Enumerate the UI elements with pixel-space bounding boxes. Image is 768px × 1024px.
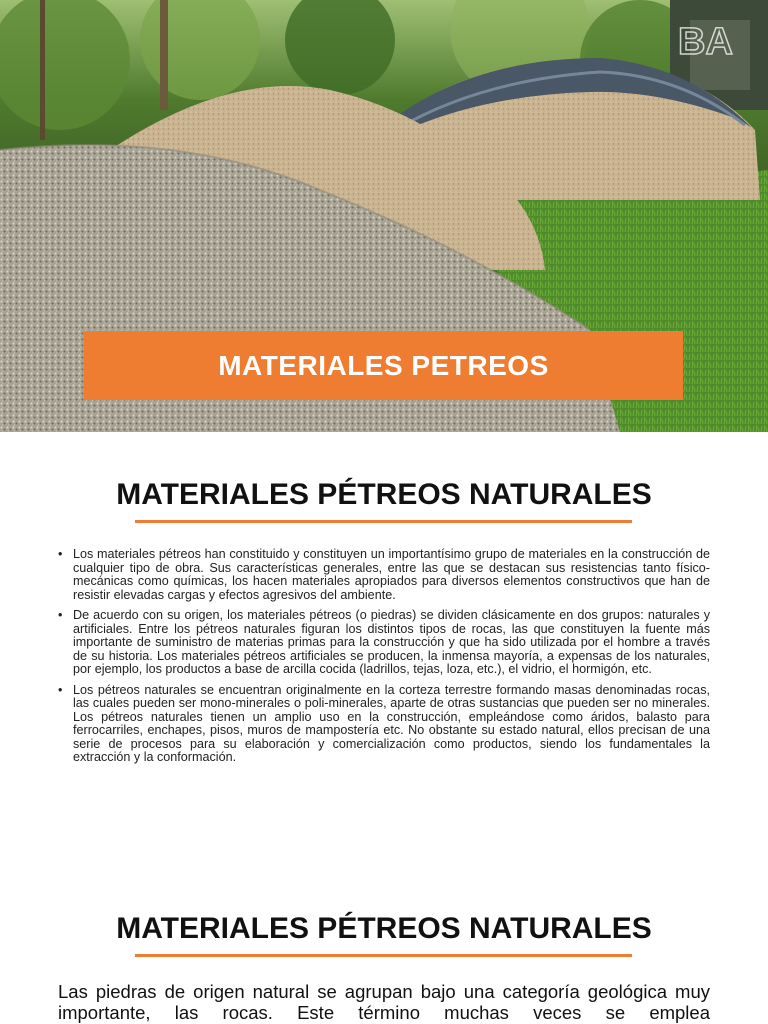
bullet-item: • Los pétreos naturales se encuentran originalmente en la corteza terrestre formando masas denominadas rocas, las cuales pueden ser mono-minerales o poli-minerales, aparte de otras sustancias que pueden ser no minerales. Los pétreos naturales tienen un amplio uso en la construcción, empleándose como áridos, balasto para ferrocarriles, enchapes, pisos, muros de mampostería etc. No obstante su estado natural, ellos precisan de una serie de procesos para su elaboración y comercialización como productos, siendo los fundamentales la extracción y la conformación. bbox=[58, 684, 710, 765]
title-banner bbox=[84, 331, 683, 400]
bullet-item: • Los materiales pétreos han constituido y constituyen un importantísimo grupo de materiales en la construcción de cualquier tipo de obra. Sus características generales, entre las que se destacan sus resistencias tanto físico-mecánicas como químicas, los hacen materiales apropiados para diversos elementos constructivos que han de resistir elevadas cargas y efectos agresivos del ambiente. bbox=[58, 548, 710, 602]
slide-heading: MATERIALES PÉTREOS NATURALES bbox=[116, 912, 652, 945]
body-paragraph: Las piedras de origen natural se agrupan bajo una categoría geológica muy importante, las rocas. Este término muchas veces se emplea bbox=[58, 981, 710, 1023]
text-slide-partial bbox=[0, 864, 768, 1024]
heading-underline bbox=[135, 520, 632, 523]
svg-text:BA: BA bbox=[678, 21, 733, 63]
bullet-list bbox=[58, 548, 710, 772]
heading-underline bbox=[135, 954, 632, 957]
text-slide bbox=[0, 432, 768, 864]
slide-heading: MATERIALES PÉTREOS NATURALES bbox=[116, 478, 652, 511]
bullet-item: • De acuerdo con su origen, los materiales pétreos (o piedras) se dividen clásicamente en dos grupos: naturales y artificiales. Entre los pétreos naturales figuran los distintos tipos de rocas, las que constituyen la fuente más importante de suministro de materias primas para la construcción y que ha sido utilizada por el hombre a través de su historia. Los materiales pétreos artificiales se producen, la inmensa mayoría, a expensas de los naturales, por ejemplo, los productos a base de arcilla cocida (ladrillos, tejas, loza, etc.), el vidrio, el hormigón, etc. bbox=[58, 609, 710, 677]
slide-title: MATERIALES PETREOS bbox=[218, 349, 549, 381]
title-slide bbox=[0, 0, 768, 432]
ba-logo-icon bbox=[674, 14, 760, 66]
